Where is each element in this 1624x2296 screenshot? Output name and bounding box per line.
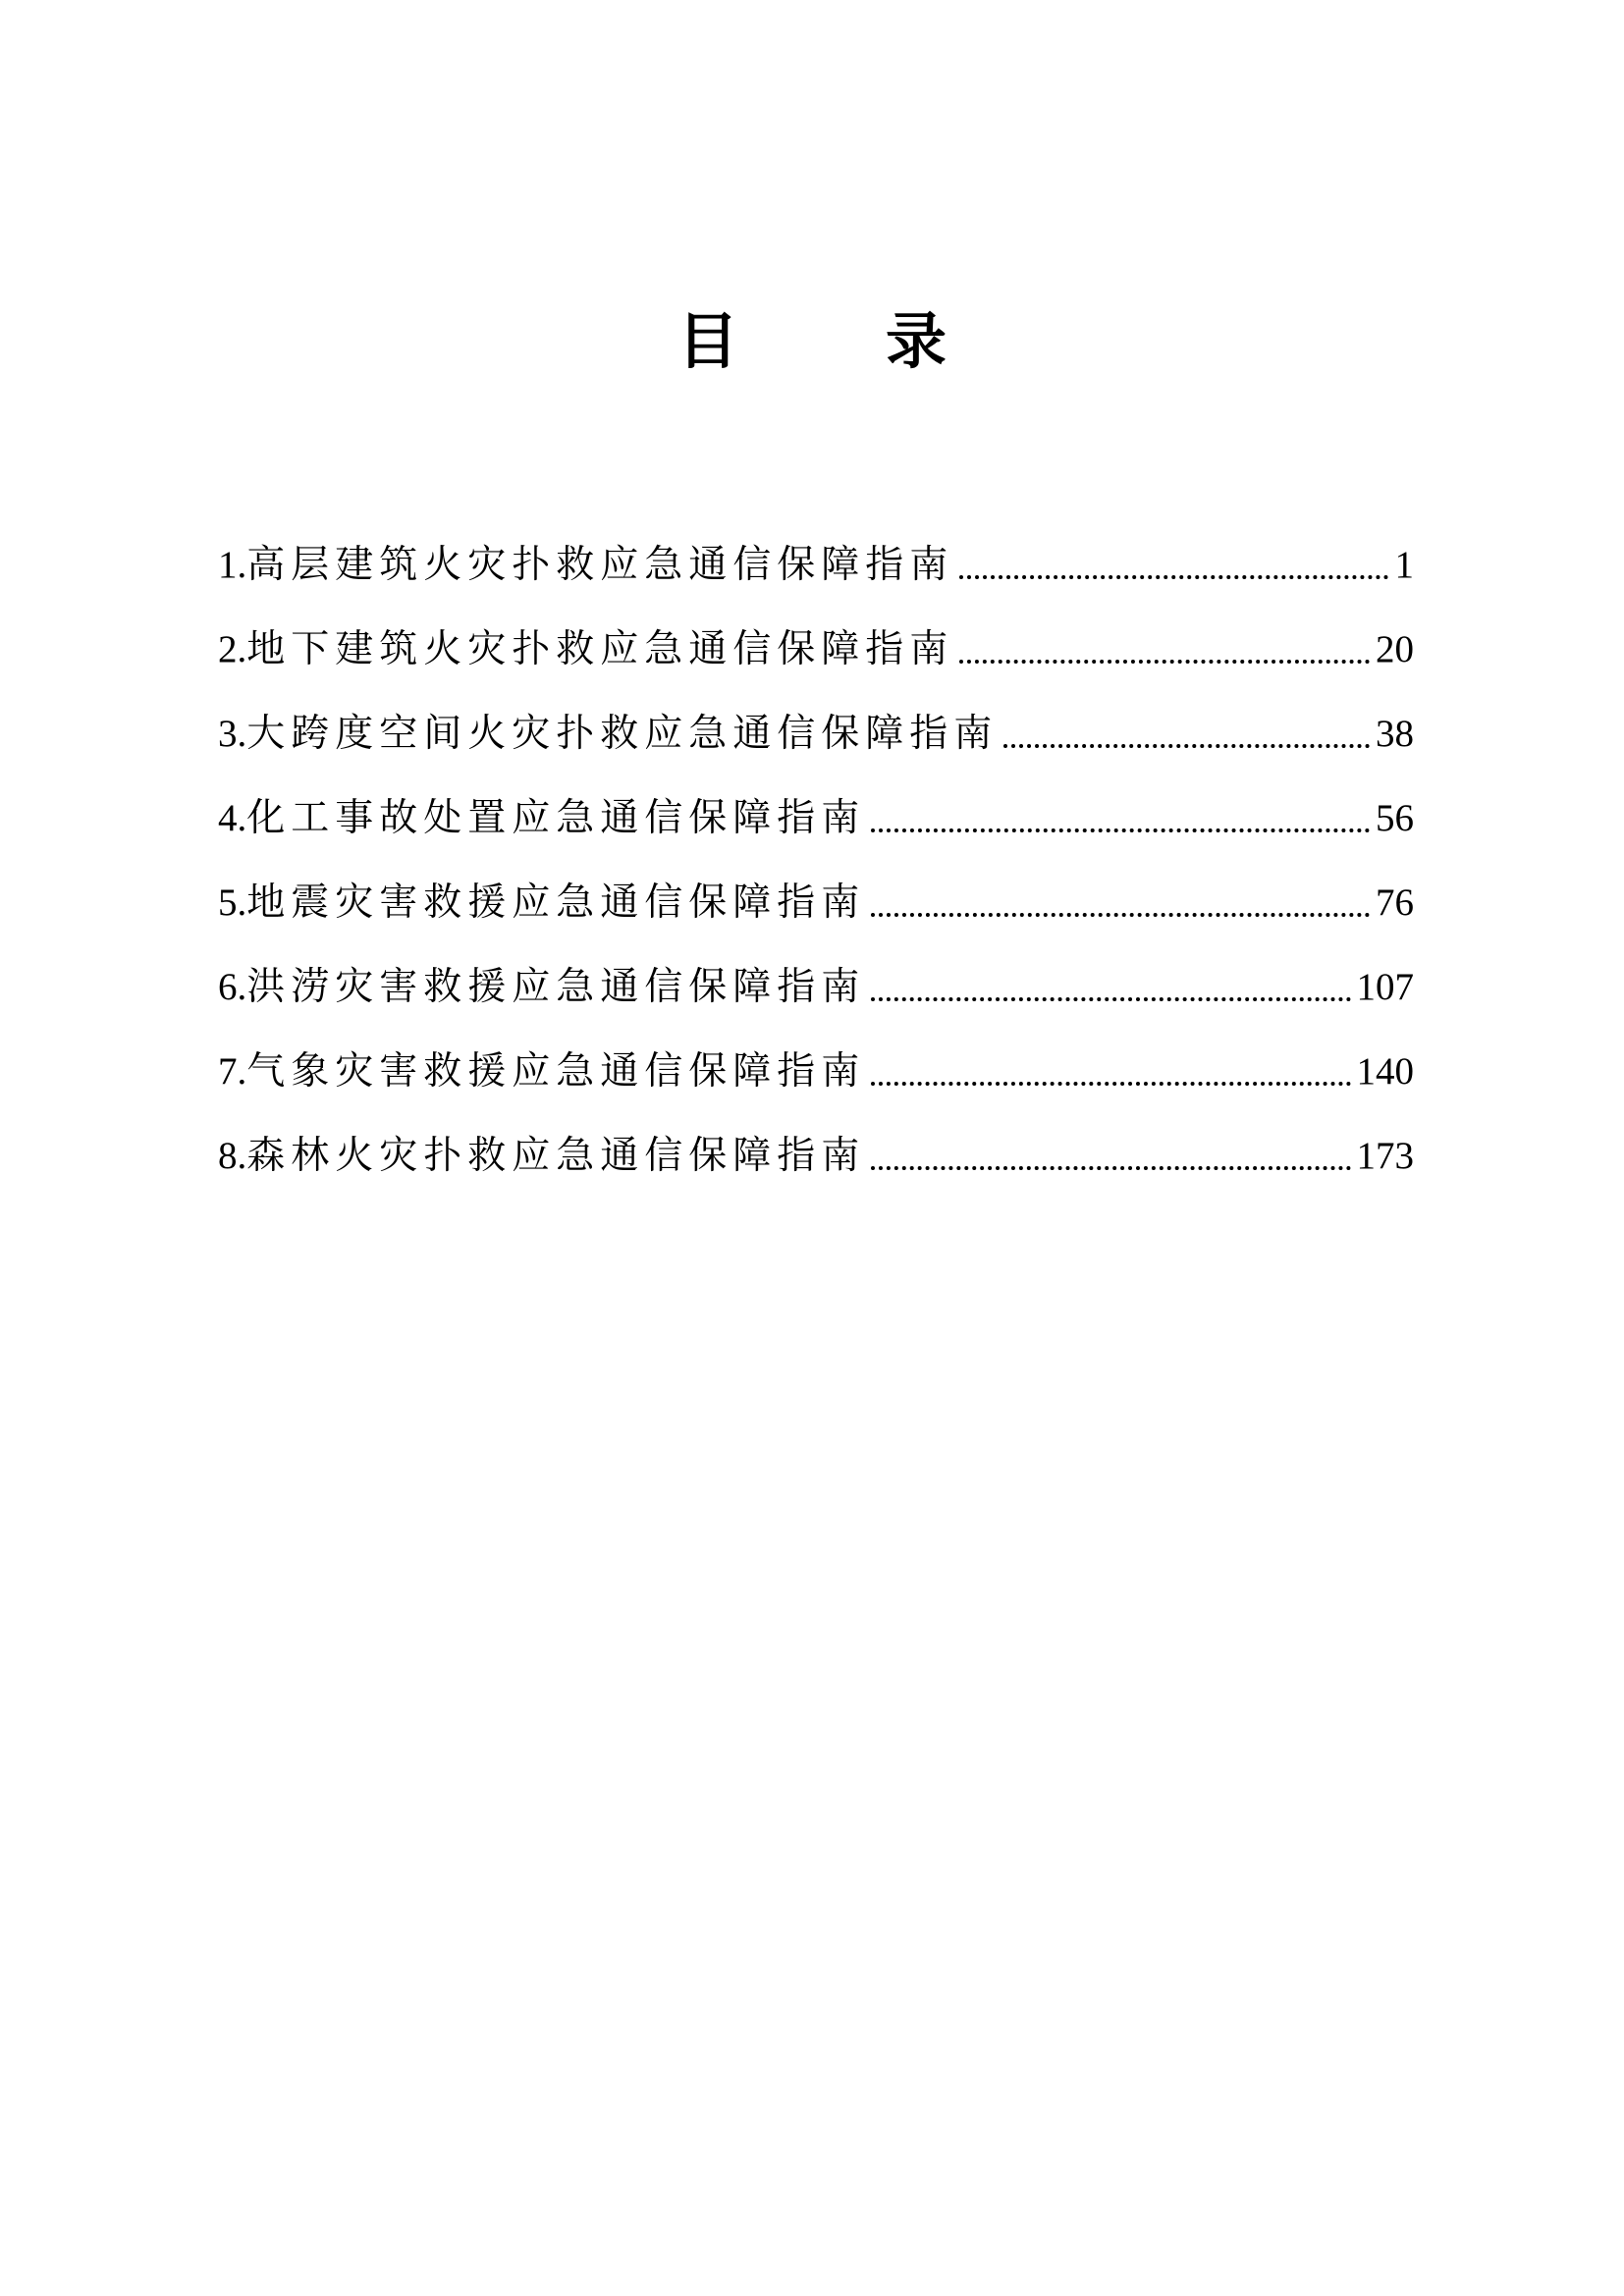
toc-entry-page: 107: [1356, 966, 1414, 1008]
toc-entry-number: 7.: [218, 1050, 247, 1093]
toc-entry-page: 76: [1376, 881, 1414, 924]
toc-entry-page: 140: [1356, 1050, 1414, 1093]
toc-entry-number: 3.: [218, 713, 247, 755]
toc-entry-number: 4.: [218, 797, 247, 839]
table-of-contents: [218, 510, 1414, 1186]
dot-leader: [959, 575, 1388, 579]
toc-entry-number: 8.: [218, 1135, 247, 1177]
page-title: [0, 302, 1624, 381]
toc-entry-8[interactable]: [218, 1101, 1414, 1186]
toc-entry-page: 56: [1376, 797, 1414, 839]
toc-entry-4[interactable]: [218, 764, 1414, 848]
toc-entry-number: 1.: [218, 544, 247, 586]
toc-entry-title: 高层建筑火灾扑救应急通信保障指南: [246, 543, 954, 587]
toc-entry-page: 173: [1356, 1135, 1414, 1177]
toc-entry-number: 5.: [218, 881, 247, 924]
toc-entry-title: 气象灾害救援应急通信保障指南: [246, 1049, 866, 1094]
toc-entry-title: 地震灾害救援应急通信保障指南: [246, 881, 866, 925]
toc-entry-page: 1: [1394, 544, 1414, 586]
toc-entry-5[interactable]: [218, 848, 1414, 933]
toc-entry-page: 38: [1376, 713, 1414, 755]
toc-entry-number: 6.: [218, 966, 247, 1008]
dot-leader: [871, 913, 1370, 917]
dot-leader: [871, 997, 1350, 1001]
dot-leader: [871, 1082, 1350, 1086]
toc-entry-title: 洪涝灾害救援应急通信保障指南: [246, 965, 866, 1009]
toc-entry-7[interactable]: [218, 1017, 1414, 1101]
toc-entry-title: 大跨度空间火灾扑救应急通信保障指南: [246, 712, 999, 756]
toc-entry-title: 森林火灾扑救应急通信保障指南: [246, 1134, 866, 1178]
toc-entry-title: 地下建筑火灾扑救应急通信保障指南: [246, 627, 954, 671]
toc-entry-3[interactable]: [218, 679, 1414, 764]
toc-entry-page: 20: [1376, 628, 1414, 670]
toc-entry-2[interactable]: [218, 595, 1414, 679]
toc-entry-6[interactable]: [218, 933, 1414, 1017]
title-char-2: 录: [886, 305, 947, 377]
toc-entry-title: 化工事故处置应急通信保障指南: [246, 796, 866, 840]
toc-entry-number: 2.: [218, 628, 247, 670]
dot-leader: [871, 828, 1370, 832]
dot-leader: [959, 660, 1370, 664]
title-char-1: 目: [677, 305, 738, 377]
toc-entry-1[interactable]: [218, 510, 1414, 595]
dot-leader: [871, 1166, 1350, 1170]
dot-leader: [1003, 744, 1370, 748]
